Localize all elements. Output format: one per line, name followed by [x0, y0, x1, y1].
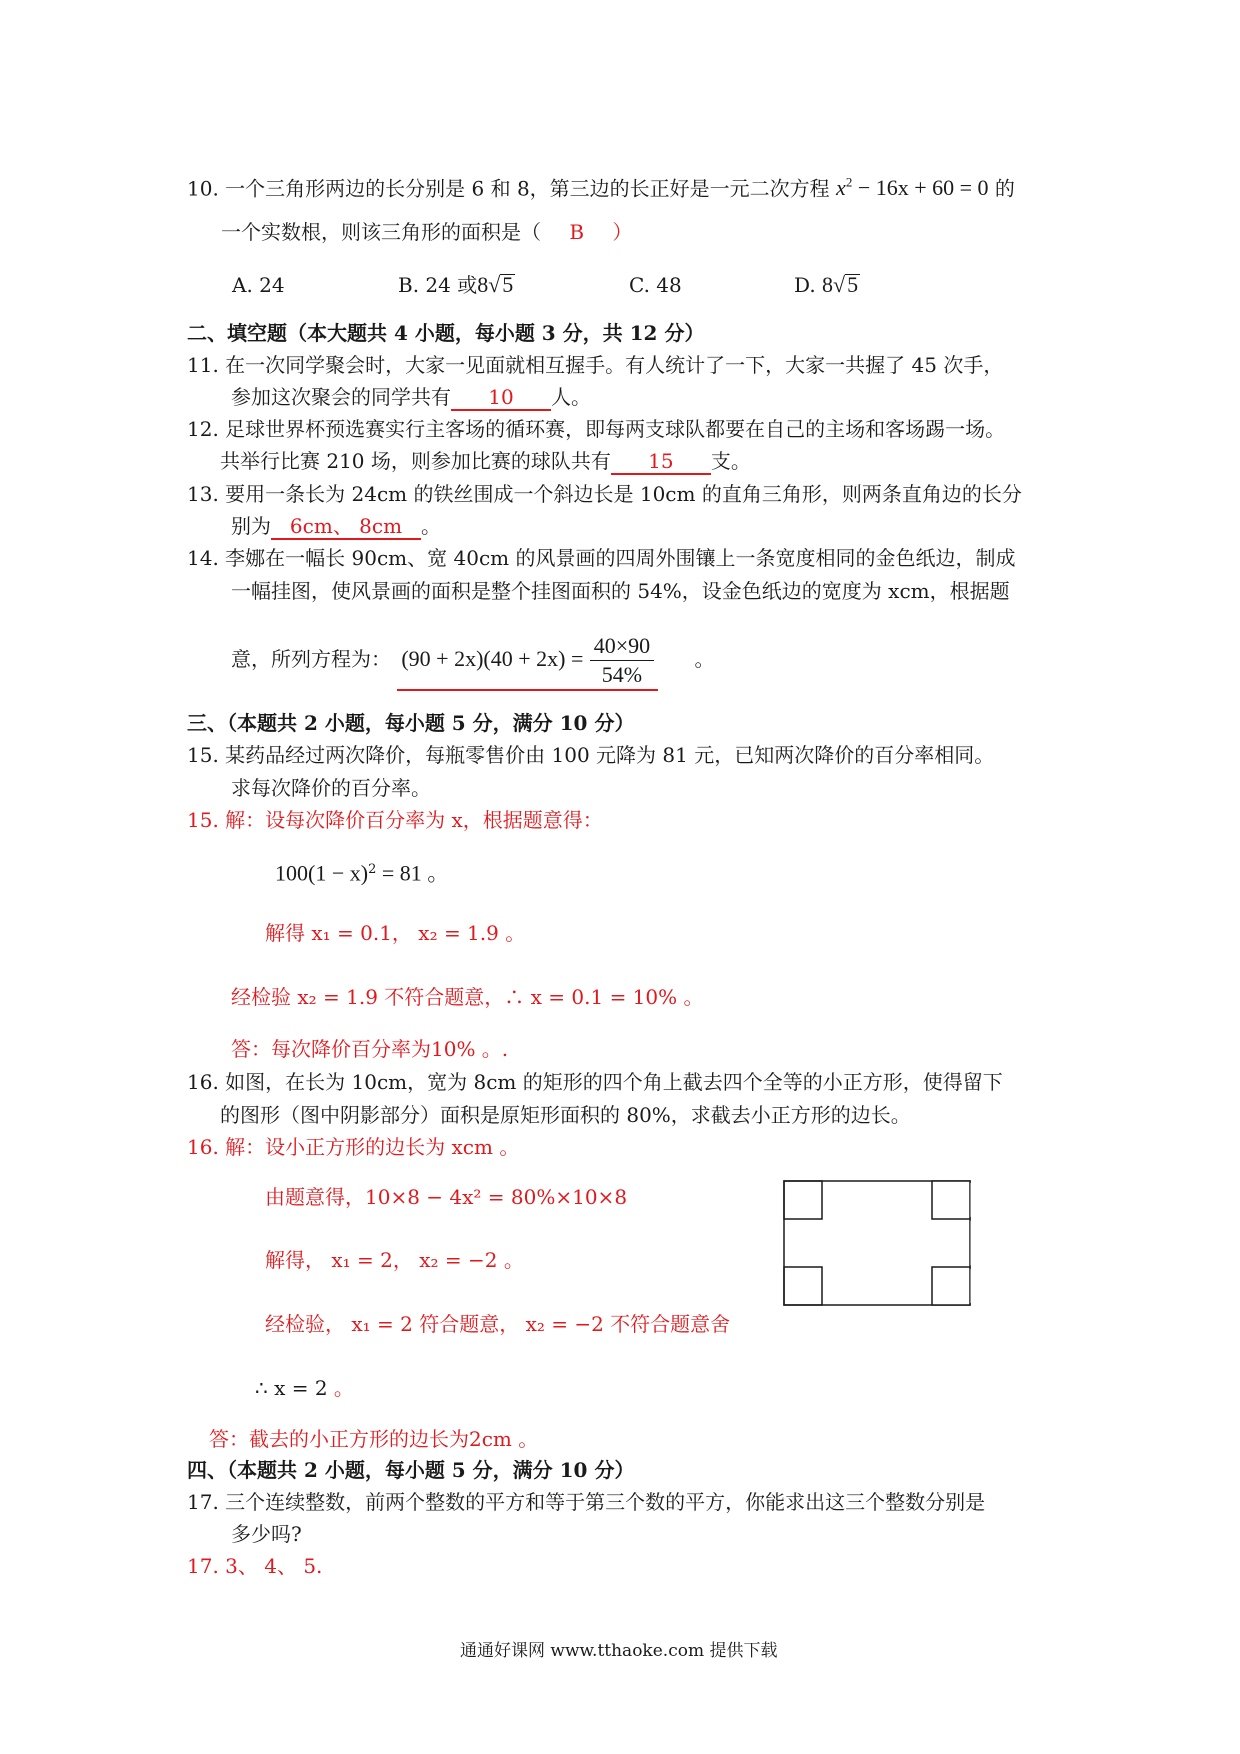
q11-line1: 11. 在一次同学聚会时，大家一见面就相互握手。有人统计了一下，大家一共握了 45 次手，: [187, 353, 1004, 377]
q13-line2: 别为 6cm、 8cm 。: [231, 514, 441, 538]
rectangle-figure: [783, 1180, 973, 1310]
q16-solution-4: 经检验， x₁ = 2 符合题意， x₂ = −2 不符合题意舍: [265, 1312, 731, 1336]
q16-solution-2: 由题意得，10×8 − 4x² = 80%×10×8: [265, 1185, 628, 1209]
q14-line1: 14. 李娜在一幅长 90cm、宽 40cm 的风景画的四周外围镶上一条宽度相同的金色纸边，制成: [187, 546, 1016, 570]
q15-solution-2: $100(1 - x)^2 = 81$ 。: [275, 860, 450, 886]
q16-solution-3: 解得， x₁ = 2， x₂ = −2 。: [265, 1248, 524, 1272]
option-b: B. 24 或8√5: [398, 272, 514, 297]
q10-line2: 一个实数根，则该三角形的面积是（ B ）: [221, 220, 633, 244]
section-4-heading: 四、（本题共 2 小题，每小题 5 分，满分 10 分）: [187, 1458, 635, 1482]
footer-text: 通通好课网 www.tthaoke.com 提供下载: [460, 1641, 778, 1661]
q12-line1: 12. 足球世界杯预选赛实行主客场的循环赛，即每两支球队都要在自己的主场和客场踢一场。: [187, 417, 1006, 441]
corner-square-top-left: [784, 1181, 822, 1219]
q15-solution-4: 经检验 x₂ = 1.9 不符合题意，∴ x = 0.1 = 10% 。: [231, 985, 704, 1009]
option-c: C. 48: [629, 273, 682, 297]
corner-square-bottom-left: [784, 1267, 822, 1305]
section-2-heading: 二、填空题（本大题共 4 小题，每小题 3 分，共 12 分）: [187, 321, 705, 345]
q15-line1: 15. 某药品经过两次降价，每瓶零售价由 100 元降为 81 元，已知两次降价的百分率相同。: [187, 743, 995, 767]
q10-answer: B: [569, 220, 585, 244]
q16-solution-5: ∴ x = 2 。: [255, 1376, 354, 1400]
q13-line1: 13. 要用一条长为 24cm 的铁丝围成一个斜边长是 10cm 的直角三角形，则两条直角边的长分: [187, 482, 1022, 506]
q16-solution-6: 答：截去的小正方形的边长为2cm 。: [209, 1427, 539, 1451]
q15-solution-5: 答：每次降价百分率为10% 。.: [231, 1037, 509, 1061]
q17-line1: 17. 三个连续整数，前两个整数的平方和等于第三个数的平方，你能求出这三个整数分别是: [187, 1490, 986, 1514]
q10-line1: 10. 一个三角形两边的长分别是 6 和 8，第三边的长正好是一元二次方程 $x^2 - 16x + 60 = 0$ 的: [187, 175, 1015, 201]
corner-square-top-right: [932, 1181, 970, 1219]
corner-square-bottom-right: [932, 1267, 970, 1305]
q11-answer: 10: [451, 385, 551, 411]
option-a: A. 24: [232, 273, 285, 297]
q17-line2: 多少吗?: [231, 1522, 302, 1546]
q13-answer: 6cm、 8cm: [271, 514, 421, 540]
section-3-heading: 三、（本题共 2 小题，每小题 5 分，满分 10 分）: [187, 711, 635, 735]
q15-solution-1: 15. 解：设每次降价百分率为 x，根据题意得：: [187, 808, 603, 832]
q15-line2: 求每次降价的百分率。: [231, 776, 431, 800]
option-d: D. 8√5: [794, 272, 859, 297]
q16-line1: 16. 如图，在长为 10cm，宽为 8cm 的矩形的四个角上截去四个全等的小正方形，使得留下: [187, 1070, 1003, 1094]
q14-line3: 意，所列方程为： (90 + 2x)(40 + 2x) = $\frac{40\times 90}{54\%}$ 。: [231, 632, 715, 691]
q14-line2: 一幅挂图，使风景画的面积是整个挂图面积的 54%，设金色纸边的宽度为 xcm，根据题: [231, 579, 1010, 603]
q15-solution-3: 解得 x₁ = 0.1， x₂ = 1.9 。: [265, 921, 526, 945]
q16-solution-1: 16. 解：设小正方形的边长为 xcm 。: [187, 1135, 520, 1159]
q12-line2: 共举行比赛 210 场，则参加比赛的球队共有 15 支。: [220, 449, 751, 473]
q14-answer: (90 + 2x)(40 + 2x) = $\frac{40\times 90}{54\%}$: [397, 632, 658, 691]
q11-line2: 参加这次聚会的同学共有 10 人。: [231, 385, 591, 409]
q17-solution: 17. 3、 4、 5.: [187, 1554, 323, 1578]
q16-line2: 的图形（图中阴影部分）面积是原矩形面积的 80%，求截去小正方形的边长。: [220, 1103, 911, 1127]
q12-answer: 15: [611, 449, 711, 475]
